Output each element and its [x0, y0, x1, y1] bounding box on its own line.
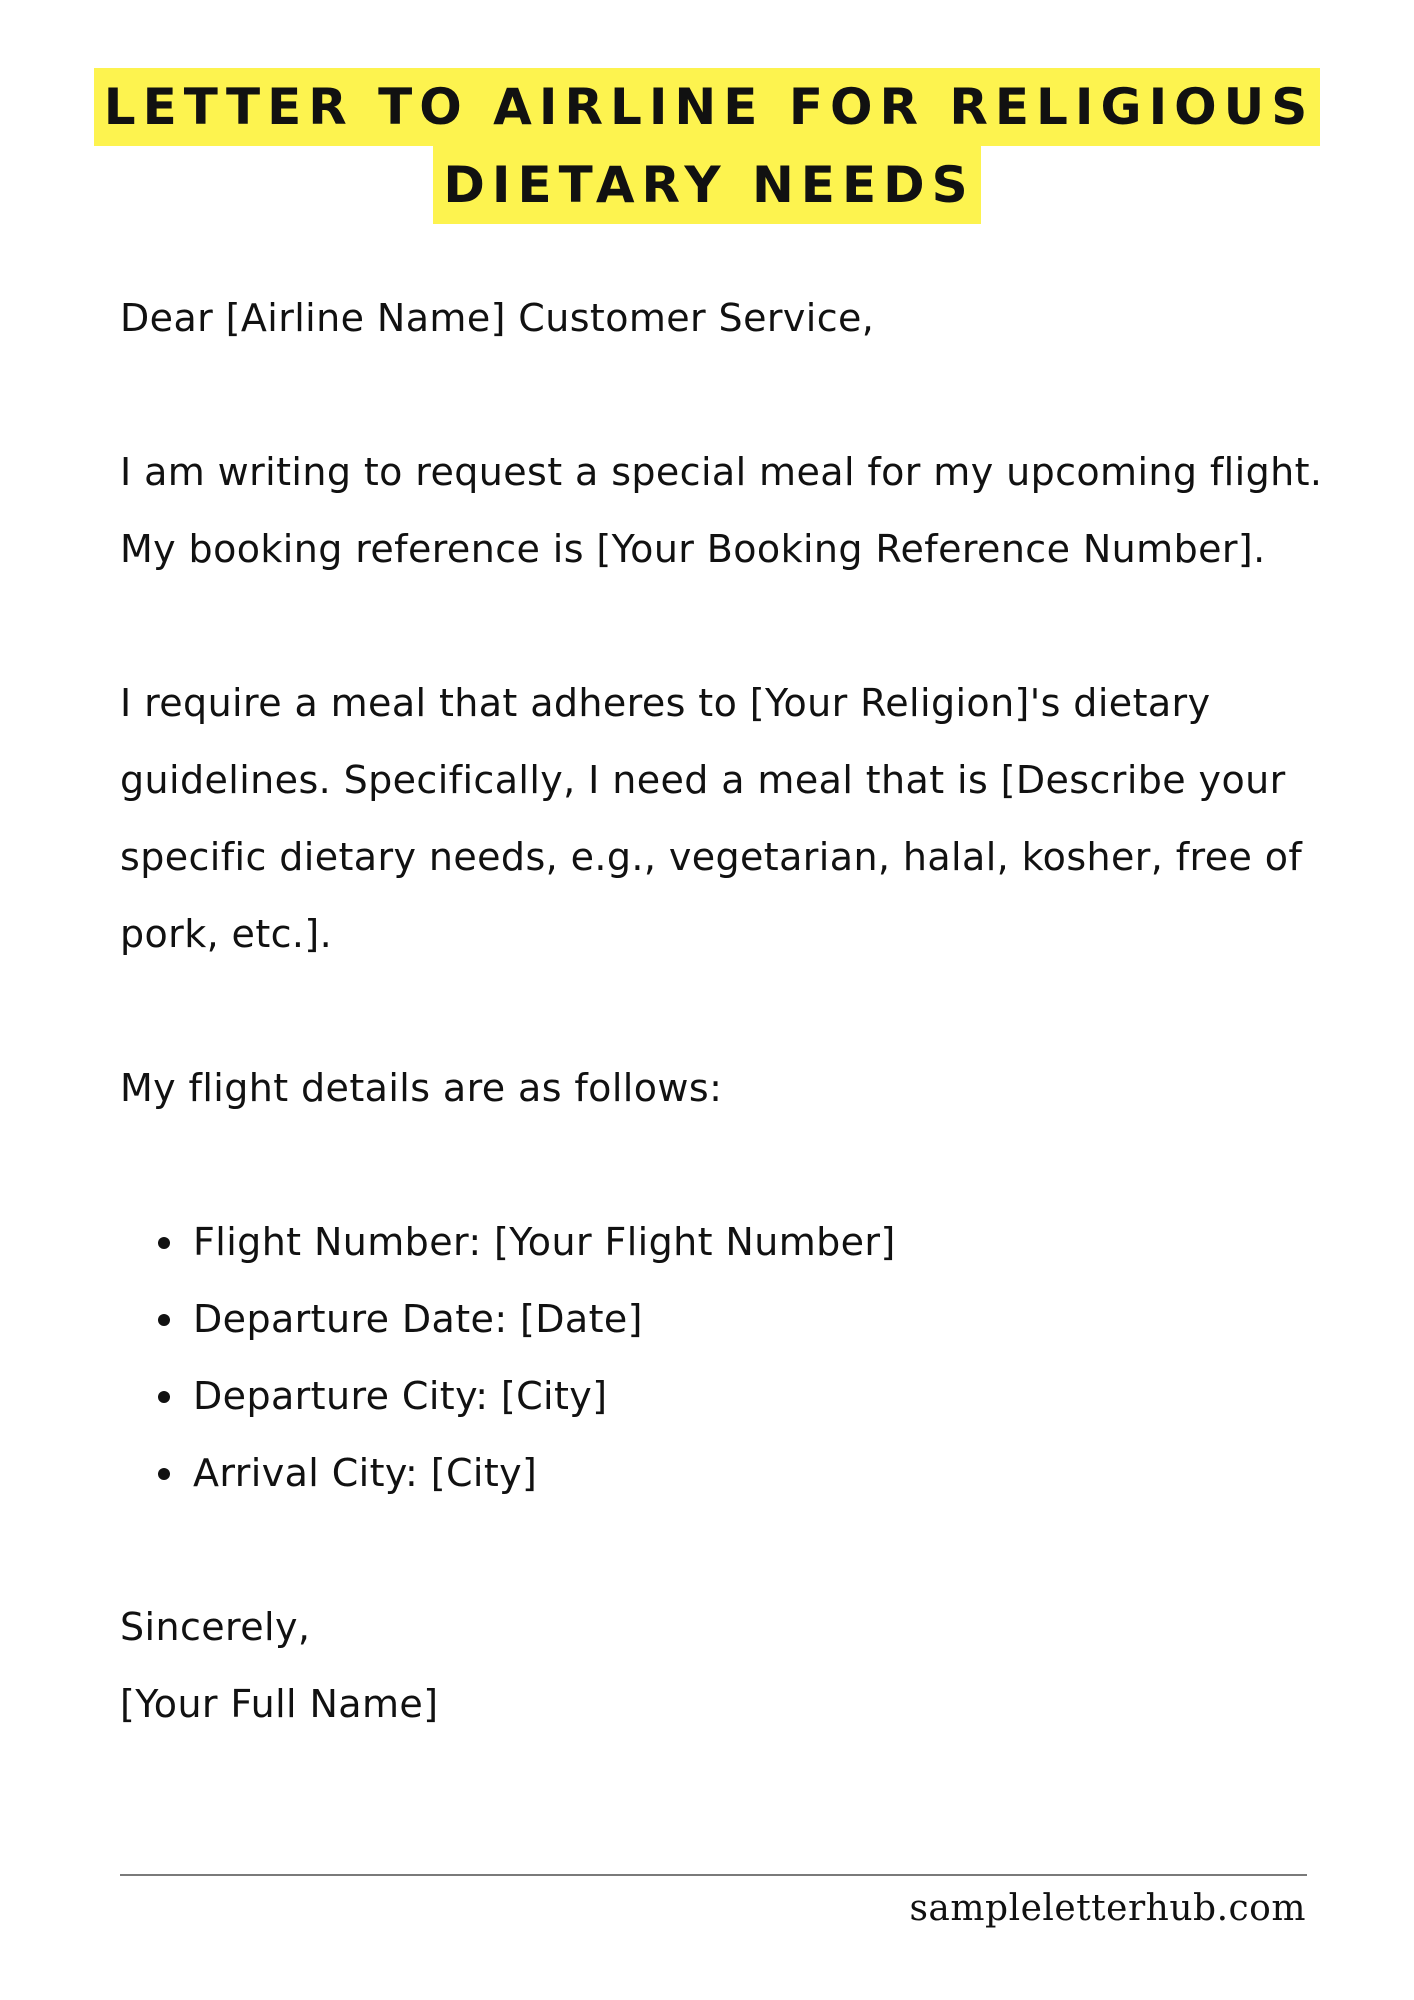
departure-city-item: Departure City: [City] [193, 1374, 608, 1418]
bullet-icon [158, 1237, 170, 1249]
title-line-1: LETTER TO AIRLINE FOR RELIGIOUS [94, 68, 1321, 146]
bullet-icon [158, 1314, 170, 1326]
list-item [120, 1358, 1350, 1435]
bullet-icon [158, 1468, 170, 1480]
bullet-icon [158, 1391, 170, 1403]
flight-number-item: Flight Number: [Your Flight Number] [193, 1220, 896, 1264]
closing [120, 1589, 1350, 1743]
arrival-city-item: Arrival City: [City] [193, 1451, 538, 1495]
signoff: Sincerely, [120, 1605, 311, 1649]
list-item [120, 1435, 1350, 1512]
title-line-2: DIETARY NEEDS [433, 146, 980, 224]
footer-site-name: sampleletterhub.com [909, 1888, 1306, 1929]
footer-divider [120, 1874, 1307, 1876]
list-item [120, 1281, 1350, 1358]
letter-body [120, 280, 1350, 1743]
salutation: Dear [Airline Name] Customer Service, [120, 296, 875, 340]
paragraph-dietary-needs: I require a meal that adheres to [Your Religion]'s dietary guidelines. Specifically, I need a meal that is [Describe your specific dietary needs, e.g., vegetarian, halal, kosher, free of pork, etc.]. [120, 681, 1303, 956]
paragraph-flight-intro: My flight details are as follows: [120, 1066, 723, 1110]
page-title [0, 68, 1414, 224]
list-item [120, 1204, 1350, 1281]
flight-details-list [120, 1204, 1350, 1512]
paragraph-request: I am writing to request a special meal for my upcoming flight. My booking reference is [Your Booking Reference Number]. [120, 450, 1323, 571]
departure-date-item: Departure Date: [Date] [193, 1297, 643, 1341]
signature-name: [Your Full Name] [120, 1682, 439, 1726]
